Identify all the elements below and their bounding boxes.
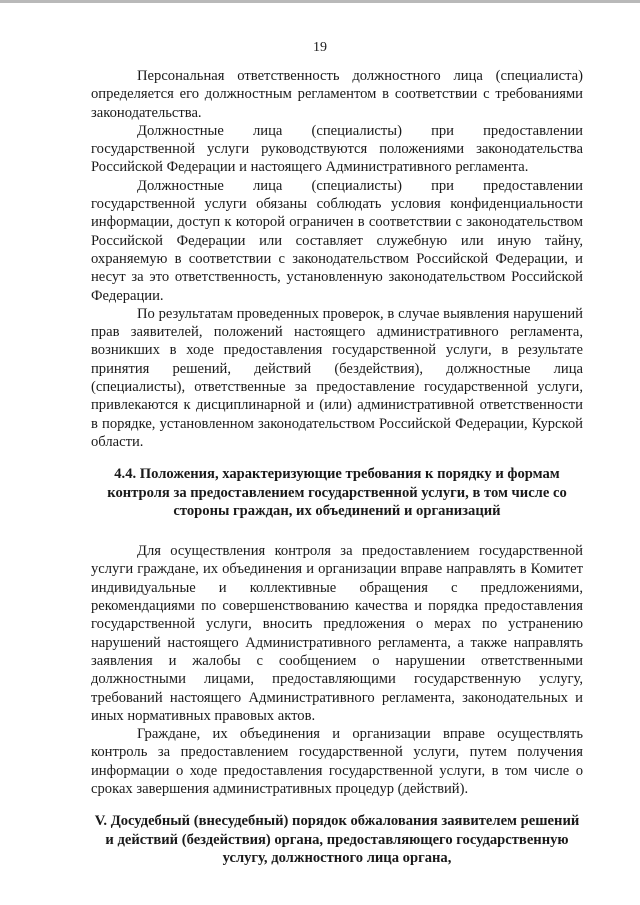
section-heading-v: V. Досудебный (внесудебный) порядок обжалования заявителем решений и действий (бездействия) органа, предоставляющего государственную услугу, должностного лица органа, <box>94 813 580 866</box>
paragraph-personal-responsibility: Персональная ответственность должностного лица (специалиста) определяется его должностным регламентом в соответствии с требованиями законодательства. <box>91 68 583 121</box>
paragraph-officials-guided-by-law: Должностные лица (специалисты) при предоставлении государственной услуги руководствуются положениями законодательства Российской Федерации и настоящего Административного регламента. <box>91 122 583 176</box>
section-heading-4-4: 4.4. Положения, характеризующие требования к порядку и формам контроля за предоставлением государственной услуги, в том числе со стороны граждан, их объединений и организаций <box>107 466 567 519</box>
paragraph-citizen-information: Граждане, их объединения и организации вправе осуществлять контроль за предоставлением государственной услуги, путем получения информации о ходе предоставления государственной услуги, в том числе о сроках завершения административных процедур (действий). <box>91 726 583 797</box>
paragraph-inspection-results: По результатам проведенных проверок, в случае выявления нарушений прав заявителей, положений настоящего административного регламента, возникших в ходе предоставления государственной услуги, в результате принятия решений, действий (бездействия), должностные лица (специалисты), ответственные за предоставление государственной услуги, привлекаются к дисциплинарной и (или) административной ответственности в порядке, установленном законодательством Российской Федерации, Курской области. <box>91 305 583 450</box>
page-number: 19 <box>313 40 327 55</box>
top-edge-line <box>0 0 640 3</box>
paragraph-citizen-control: Для осуществления контроля за предоставлением государственной услуги граждане, их объединения и организации вправе направлять в Комитет индивидуальные и коллективные обращения с предложениями, рекомендациями по совершенствованию качества и порядка предоставления государственной услуги, вносить предложения о мерах по устранению нарушений настоящего Административного регламента, а также направлять заявления и жалобы с сообщением о нарушении ответственными должностными лицами, предоставляющими государственную услугу, требований настоящего Административного регламента, законодательных и иных нормативных правовых актов. <box>91 543 583 724</box>
paragraph-confidentiality: Должностные лица (специалисты) при предоставлении государственной услуги обязаны соблюдать условия конфиденциальности информации, доступ к которой ограничен в соответствии с законодательством Российской Федерации или составляет служебную или иную тайну, охраняемую в соответствии с законодательством Российской Федерации, и несут за это ответственность, установленную законодательством Российской Федерации. <box>91 177 583 304</box>
page-content <box>91 67 583 867</box>
